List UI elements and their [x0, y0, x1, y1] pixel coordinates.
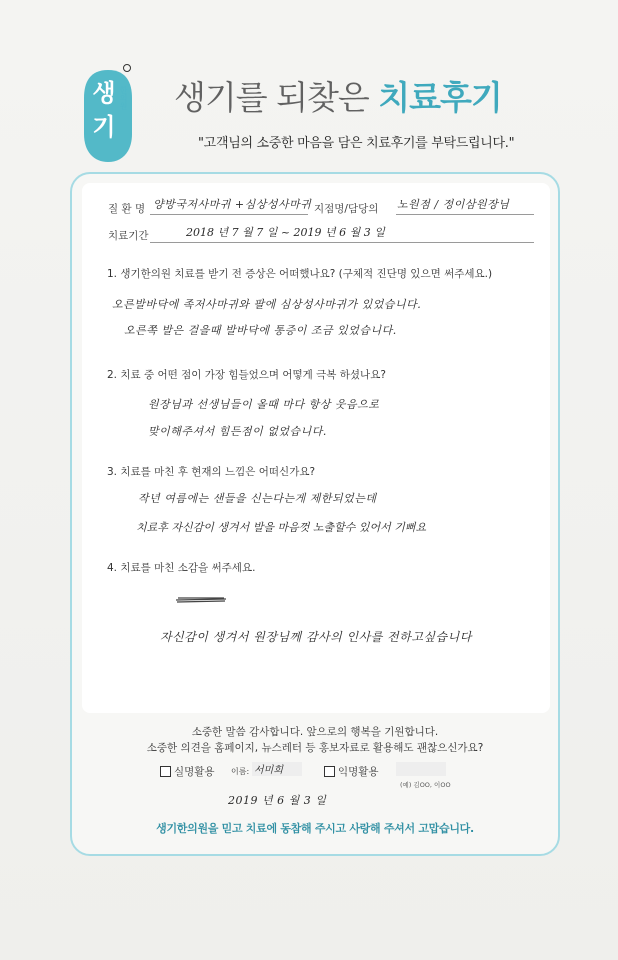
consent-text: 소중한 의견을 홈페이지, 뉴스레터 등 홍보자료로 활용해도 괜찮으신가요? [146, 742, 484, 754]
thanks-text: 소중한 말씀 감사합니다. 앞으로의 행복을 기원합니다. [191, 726, 439, 738]
answer-4-line-1: 자신감이 생겨서 원장님께 감사의 인사를 전하고싶습니다 [160, 630, 472, 644]
page-subtitle: "고객님의 소중한 마음을 담은 치료후기를 부탁드립니다." [198, 136, 515, 151]
answer-1-line-2: 오른쪽 발은 걸을때 발바닥에 통증이 조금 있었습니다. [124, 324, 397, 337]
real-name-checkbox[interactable] [160, 766, 171, 777]
logo-subtext: 한의원 [119, 86, 128, 110]
branch-value: 노원점 / 정이삼원장님 [397, 198, 510, 211]
name-value: 서미희 [254, 765, 283, 776]
anonymous-name-field[interactable] [396, 762, 446, 776]
branch-label: 지점명/담당의 [314, 203, 379, 215]
closing-message: 생기한의원을 믿고 치료에 동참해 주시고 사랑해 주셔서 고맙습니다. [156, 822, 474, 835]
question-3: 3. 치료를 마친 후 현재의 느낌은 어떠신가요? [107, 466, 316, 478]
answer-3-line-1: 작년 여름에는 샌들을 신는다는게 제한되었는데 [138, 492, 377, 505]
period-label: 치료기간 [108, 230, 149, 242]
logo-text: 생기 [92, 79, 116, 141]
answer-1-line-1: 오른발바닥에 족저사마귀와 팔에 심상성사마귀가 있었습니다. [112, 298, 422, 311]
branch-underline [396, 214, 534, 215]
example-note: (예) 김OO, 이OO [400, 781, 451, 789]
period-value: 2018 년 7 월 7 일 ~ 2019 년 6 월 3 일 [186, 226, 385, 239]
anonymous-checkbox[interactable] [324, 766, 335, 777]
disease-underline [150, 214, 308, 215]
page-title: 생기를 되찾은 치료후기 [174, 78, 502, 117]
disease-label: 질 환 명 [108, 203, 146, 215]
real-name-label: 실명활용 [174, 766, 215, 778]
scribble-mark [175, 596, 227, 604]
answer-2-line-2: 맞이해주셔서 힘든점이 없었습니다. [148, 425, 327, 438]
anonymous-label: 익명활용 [338, 766, 379, 778]
logo-dot [123, 64, 131, 72]
answer-2-line-1: 원장님과 선생님들이 올때 마다 항상 웃음으로 [148, 398, 380, 411]
disease-value: 양방국저사마귀 +심상성사마귀 [153, 198, 312, 211]
signed-date: 2019 년 6 월 3 일 [228, 794, 327, 807]
name-label: 이름: [231, 767, 250, 776]
answer-3-line-2: 치료후 자신감이 생겨서 발을 마음껏 노출할수 있어서 기뻐요 [136, 521, 427, 534]
period-underline [150, 242, 534, 243]
question-2: 2. 치료 중 어떤 점이 가장 힘들었으며 어떻게 극복 하셨나요? [107, 369, 386, 381]
question-4: 4. 치료를 마친 소감을 써주세요. [107, 562, 256, 574]
question-1: 1. 생기한의원 치료를 받기 전 증상은 어떠했나요? (구체적 진단명 있으면 써주세요.) [107, 268, 493, 280]
